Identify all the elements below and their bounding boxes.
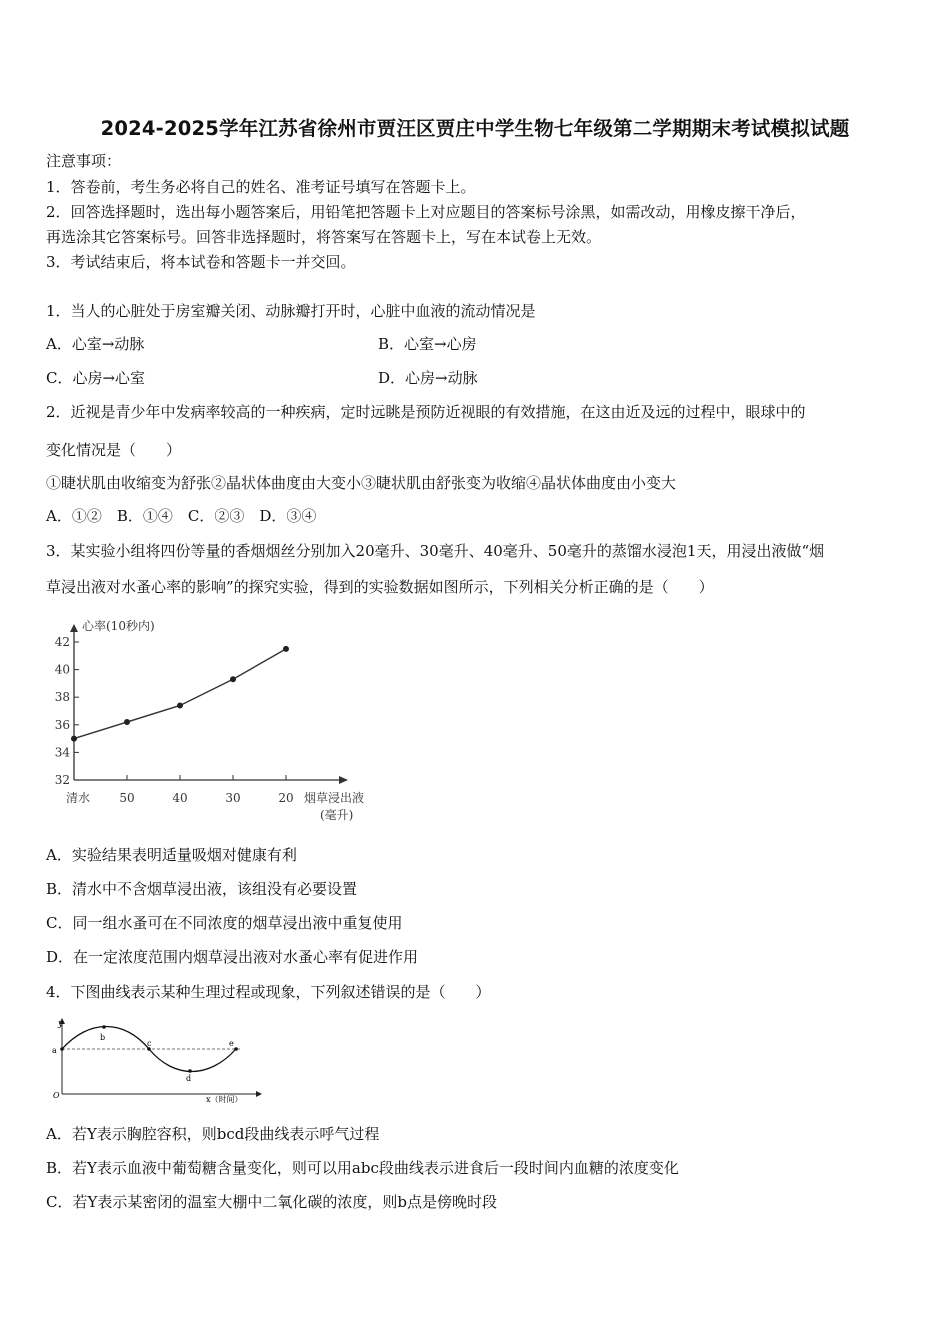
q2-stem: 变化情况是（ ）	[46, 441, 182, 459]
point-e	[234, 1047, 238, 1051]
y-tick-label: 42	[54, 635, 70, 649]
q3-option-b: B．清水中不含烟草浸出液，该组没有必要设置	[46, 880, 358, 898]
data-point	[283, 646, 289, 652]
point-b	[102, 1025, 106, 1029]
x-label: x（时间）	[206, 1095, 243, 1104]
q2-stem: 2．近视是青少年中发病率较高的一种疾病，定时远眺是预防近视眼的有效措施，在这由近及远的过程中，眼球中的	[46, 403, 806, 421]
y-tick-label: 34	[54, 745, 70, 760]
q2-statements: ①睫状肌由收缩变为舒张②晶状体曲度由大变小③睫状肌由舒张变为收缩④晶状体曲度由小变大	[46, 474, 677, 492]
label-a: a	[52, 1046, 57, 1055]
q1-option-b: B．心室→心房	[378, 335, 477, 353]
x-tick-label: 30	[225, 791, 241, 805]
notice-item: 2．回答选择题时，选出每小题答案后，用铅笔把答题卡上对应题目的答案标号涂黑，如需改动，用橡皮擦干净后，	[46, 203, 806, 221]
notice-item: 1．答卷前，考生务必将自己的姓名、准考证号填写在答题卡上。	[46, 178, 476, 196]
y-tick-label: 40	[54, 662, 70, 677]
y-axis-arrow-icon	[70, 624, 78, 632]
x-axis-label: 烟草浸出液	[304, 791, 365, 805]
x-axis-arrow-icon	[339, 776, 348, 784]
x-tick-label: 40	[172, 791, 188, 805]
label-e: e	[229, 1039, 234, 1048]
x-tick-label: 20	[278, 791, 294, 805]
label-b: b	[100, 1033, 106, 1042]
y-axis-label: 心率(10秒内)	[82, 619, 155, 633]
series-line	[74, 649, 286, 739]
x-tick-label: 清水	[65, 791, 91, 805]
q3-option-d: D．在一定浓度范围内烟草浸出液对水蚤心率有促进作用	[46, 948, 419, 966]
q1-option-c: C．心房→心室	[46, 369, 146, 387]
label-c: c	[147, 1039, 152, 1048]
origin-label: O	[53, 1091, 60, 1100]
notice-item: 再选涂其它答案标号。回答非选择题时，将答案写在答题卡上，写在本试卷上无效。	[46, 228, 602, 246]
x-tick-label: 50	[119, 791, 135, 805]
q1-stem: 1．当人的心脏处于房室瓣关闭、动脉瓣打开时，心脏中血液的流动情况是	[46, 302, 536, 320]
heart-rate-chart	[44, 612, 394, 830]
notice-item: 3．考试结束后，将本试卷和答题卡一并交回。	[46, 253, 356, 271]
x-axis-arrow-icon	[256, 1091, 262, 1097]
q1-option-d: D．心房→动脉	[378, 369, 478, 387]
q4-option-b: B．若Y表示血液中葡萄糖含量变化，则可以用abc段曲线表示进食后一段时间内血糖的浓度变化	[46, 1159, 679, 1177]
q2-options: A．①② B．①④ C．②③ D．③④	[46, 507, 317, 525]
x-axis-label-unit: (毫升)	[320, 808, 354, 822]
q3-option-a: A．实验结果表明适量吸烟对健康有利	[46, 846, 297, 864]
q4-option-a: A．若Y表示胸腔容积，则bcd段曲线表示呼气过程	[46, 1125, 380, 1143]
point-d	[188, 1069, 192, 1073]
label-d: d	[186, 1074, 192, 1083]
q3-option-c: C．同一组水蚤可在不同浓度的烟草浸出液中重复使用	[46, 914, 403, 932]
q3-stem: 草浸出液对水蚤心率的影响”的探究实验，得到的实验数据如图所示，下列相关分析正确的是（ ）	[46, 578, 714, 596]
data-point	[177, 702, 183, 708]
y-tick-label: 38	[54, 690, 70, 705]
q1-option-a: A．心室→动脉	[46, 335, 145, 353]
y-tick-label: 36	[54, 717, 70, 732]
q4-stem: 4．下图曲线表示某种生理过程或现象，下列叙述错误的是（ ）	[46, 983, 491, 1001]
data-point	[71, 736, 77, 742]
q4-option-c: C．若Y表示某密闭的温室大棚中二氧化碳的浓度，则b点是傍晚时段	[46, 1193, 497, 1211]
physiology-curve-figure	[44, 1016, 264, 1108]
data-point	[124, 719, 130, 725]
y-tick-label: 32	[54, 773, 70, 787]
notice-heading: 注意事项：	[46, 152, 122, 170]
data-point	[230, 676, 236, 682]
q3-stem: 3．某实验小组将四份等量的香烟烟丝分别加入20毫升、30毫升、40毫升、50毫升的蒸馏水浸泡1天，用浸出液做“烟	[46, 542, 825, 560]
y-label: y	[58, 1019, 64, 1029]
point-a	[60, 1047, 64, 1051]
page-title: 2024-2025学年江苏省徐州市贾汪区贾庄中学生物七年级第二学期期末考试模拟试题	[100, 117, 850, 140]
